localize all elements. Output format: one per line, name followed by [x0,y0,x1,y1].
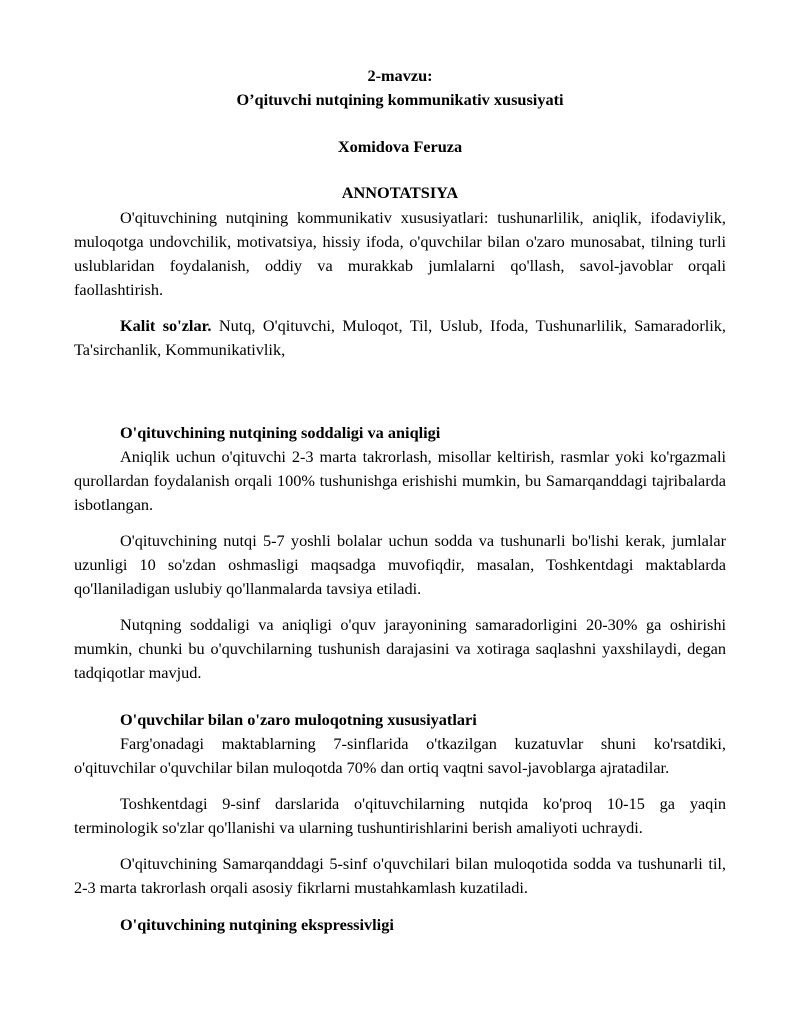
author-name: Xomidova Feruza [337,137,463,156]
section-paragraph: Farg'onadagi maktablarning 7-sinflarida o'tkazilgan kuzatuvlar shuni ko'rsatdiki, o'qituvchilar o'quvchilar bilan muloqotda 70% dan ortiq vaqtni savol-javoblarga ajratadilar. [74,734,726,777]
keywords-text: Nutq, O'qituvchi, Muloqot, Til, Uslub, Ifoda, Tushunarlilik, Samaradorlik, Ta'sirchanlik, Kommunikativlik, [74,316,726,359]
section-paragraph: O'qituvchining nutqi 5-7 yoshli bolalar uchun sodda va tushunarli bo'lishi kerak, jumlalar uzunligi 10 so'zdan oshmasligi maqsadga muvofiqdir, masalan, Toshkentdagi maktablarda qo'llaniladigan uslubiy qo'llanmalarda tavsiya etiladi. [74,531,726,598]
section-heading-expressiveness: O'qituvchining nutqining ekspressivligi [120,915,394,934]
section-paragraph: Nutqning soddaligi va aniqligi o'quv jarayonining samaradorligini 20-30% ga oshirishi mumkin, chunki bu o'quvchilarning tushunish darajasini va xotiraga saqlashni yaxshilaydi, degan tadqiqotlar mavjud. [74,615,726,682]
document-page [74,64,726,937]
keywords-paragraph [74,314,726,362]
annotation-text: O'qituvchining nutqining kommunikativ xususiyatlari: tushunarlilik, aniqlik, ifodaviylik, muloqotga undovchilik, motivatsiya, hissiy ifoda, o'quvchilar bilan o'zaro munosabat, tilning turli uslublaridan foydalanish, oddiy va murakkab jumlalarni qo'llash, savol-javoblar orqali faollashtirish. [74,208,726,299]
annotation-heading: ANNOTATSIYA [341,183,459,202]
topic-number: 2-mavzu: [367,66,433,85]
section-paragraph: Aniqlik uchun o'qituvchi 2-3 marta takrorlash, misollar keltirish, rasmlar yoki ko'rgazmali qurollardan foydalanish orqali 100% tushunishga erishishi mumkin, bu Samarqanddagi tajribalarda isbotlangan. [74,447,726,514]
section-paragraph: O'qituvchining Samarqanddagi 5-sinf o'quvchilari bilan muloqotida sodda va tushunarli til, 2-3 marta takrorlash orqali asosiy fikrlarni mustahkamlash kuzatiladi. [74,854,726,897]
section-heading-interaction: O'quvchilar bilan o'zaro muloqotning xususiyatlari [120,710,477,729]
keywords-label: Kalit so'zlar. [120,316,212,335]
section-paragraph: Toshkentdagi 9-sinf darslarida o'qituvchilarning nutqida ko'proq 10-15 ga yaqin terminologik so'zlar qo'llanishi va ularning tushuntirishlarini berish amaliyoti uchraydi. [74,794,726,837]
topic-title: O’qituvchi nutqining kommunikativ xususiyati [236,90,564,109]
section-heading-simplicity: O'qituvchining nutqining soddaligi va aniqligi [120,423,441,442]
